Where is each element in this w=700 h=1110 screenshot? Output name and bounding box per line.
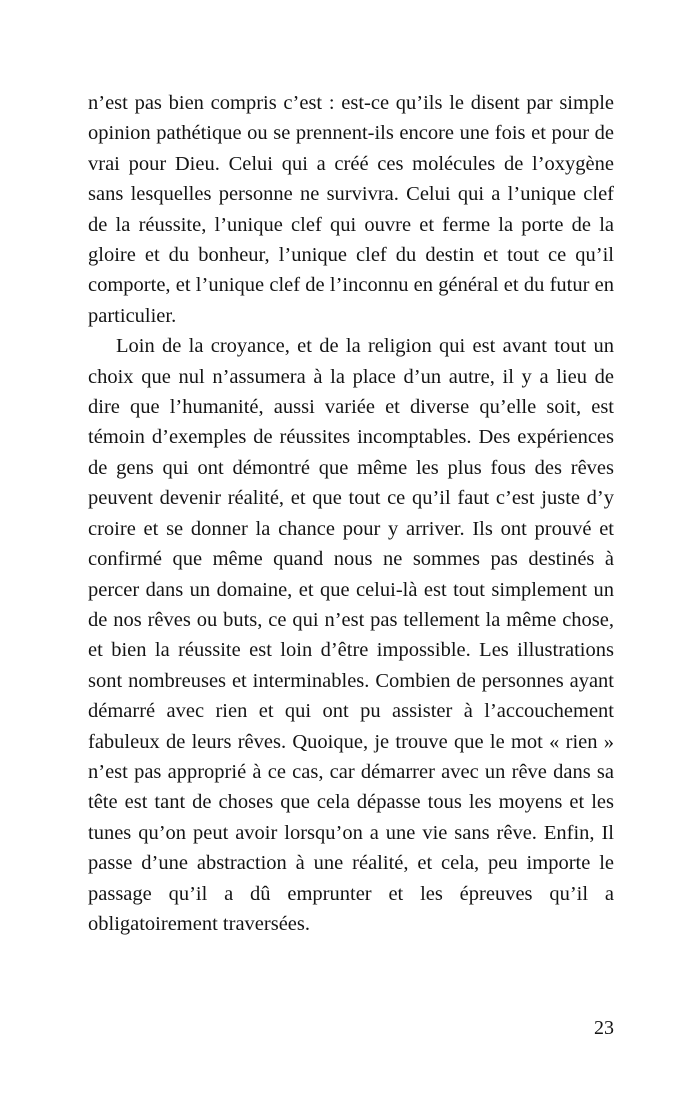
page-number: 23 [594,1017,614,1039]
paragraph-continuation: n’est pas bien compris c’est : est-ce qu’ils le disent par simple opinion pathétique ou se prennent-ils encore une fois et pour de vrai pour Dieu. Celui qui a créé ces molécules de l’oxygène sans lesquelles personne ne survivra. Celui qui a l’unique clef de la réussite, l’unique clef qui ouvre et ferme la porte de la gloire et du bonheur, l’unique clef du destin et tout ce qu’il comporte, et l’unique clef de l’inconnu en général et du futur en particulier. [88,92,614,327]
page-body [88,88,614,1048]
paragraph-body: Loin de la croyance, et de la religion qui est avant tout un choix que nul n’assumera à la place d’un autre, il y a lieu de dire que l’humanité, aussi variée et diverse qu’elle soit, est témoin d’exemples de réussites incomptables. Des expériences de gens qui ont démontré que même les plus fous des rêves peuvent devenir réalité, et que tout ce qu’il faut c’est juste d’y croire et se donner la chance pour y arriver. Ils ont prouvé et confirmé que même quand nous ne sommes pas destinés à percer dans un domaine, et que celui-là est tout simplement un de nos rêves ou buts, ce qui n’est pas tellement la même chose, et bien la réussite est loin d’être impossible. Les illustrations sont nombreuses et interminables. Combien de personnes ayant démarré avec rien et qui ont pu assister à l’accouchement fabuleux de leurs rêves. Quoique, je trouve que le mot « rien » n’est pas approprié à ce cas, car démarrer avec un rêve dans sa tête est tant de choses que cela dépasse tous les moyens et les tunes qu’on peut avoir lorsqu’on a une vie sans rêve. Enfin, Il passe d’une abstraction à une réalité, et cela, peu importe le passage qu’il a dû emprunter et les épreuves qu’il a obligatoirement traversées. [88,335,614,935]
